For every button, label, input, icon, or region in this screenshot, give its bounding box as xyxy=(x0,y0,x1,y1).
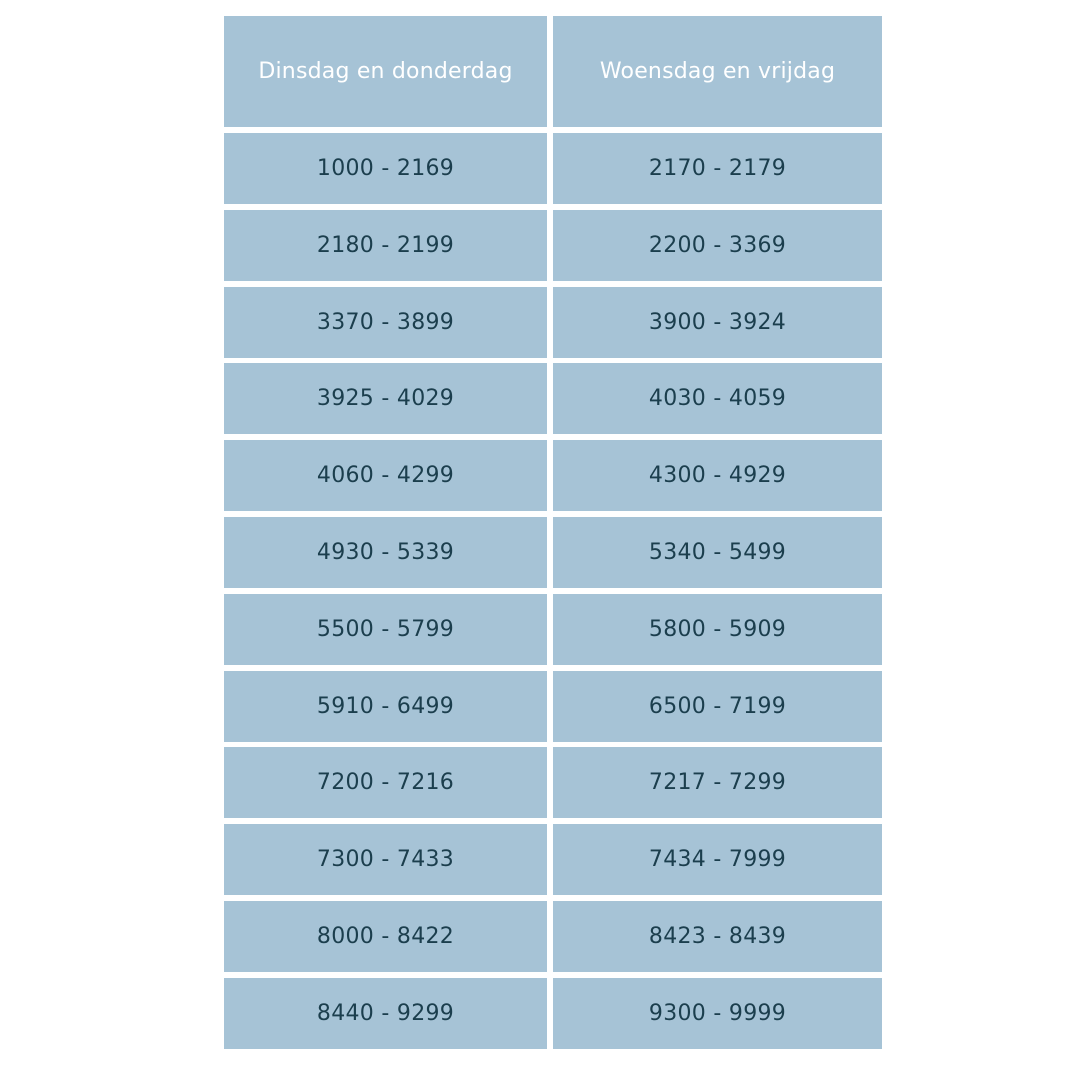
table-cell: 5910 - 6499 xyxy=(224,671,547,742)
table-cell: 7217 - 7299 xyxy=(553,747,882,818)
table-cell: 8000 - 8422 xyxy=(224,901,547,972)
table-cell: 5500 - 5799 xyxy=(224,594,547,665)
table-cell: 7200 - 7216 xyxy=(224,747,547,818)
table-cell: 4930 - 5339 xyxy=(224,517,547,588)
table-cell: 3370 - 3899 xyxy=(224,287,547,358)
table-cell: 3900 - 3924 xyxy=(553,287,882,358)
table-cell: 5340 - 5499 xyxy=(553,517,882,588)
table-cell: 3925 - 4029 xyxy=(224,363,547,434)
postcode-schedule-table xyxy=(224,16,882,1055)
table-cell: 7434 - 7999 xyxy=(553,824,882,895)
table-cell: 7300 - 7433 xyxy=(224,824,547,895)
table-cell: 5800 - 5909 xyxy=(553,594,882,665)
table-cell: 2180 - 2199 xyxy=(224,210,547,281)
table-cell: 1000 - 2169 xyxy=(224,133,547,204)
table-cell: 6500 - 7199 xyxy=(553,671,882,742)
table-cell: 4300 - 4929 xyxy=(553,440,882,511)
table-cell: 8440 - 9299 xyxy=(224,978,547,1049)
table-cell: 8423 - 8439 xyxy=(553,901,882,972)
table-cell: 9300 - 9999 xyxy=(553,978,882,1049)
table-cell: 2170 - 2179 xyxy=(553,133,882,204)
column-header-tuesday-thursday: Dinsdag en donderdag xyxy=(224,16,547,127)
table-cell: 4060 - 4299 xyxy=(224,440,547,511)
column-header-wednesday-friday: Woensdag en vrijdag xyxy=(553,16,882,127)
table-cell: 4030 - 4059 xyxy=(553,363,882,434)
table-cell: 2200 - 3369 xyxy=(553,210,882,281)
